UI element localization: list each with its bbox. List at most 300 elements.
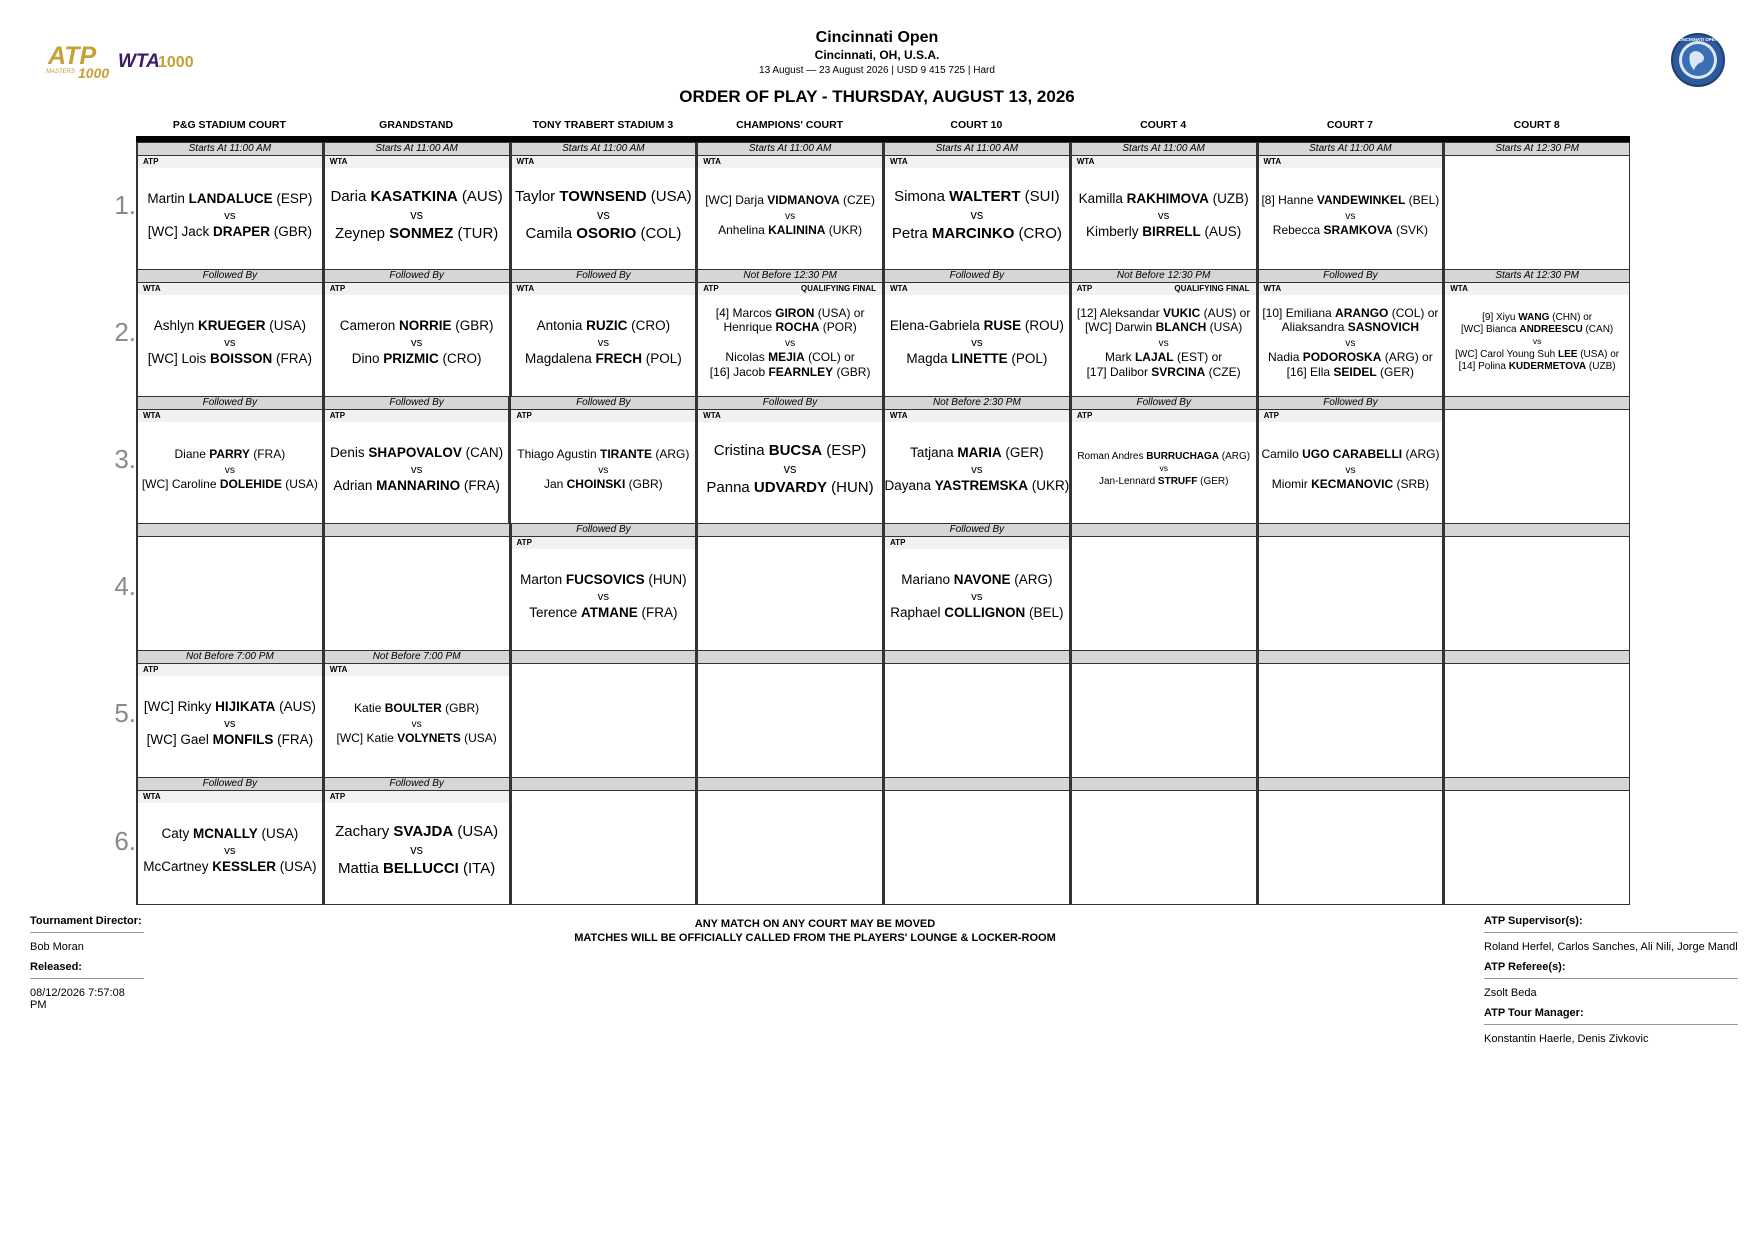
player-line xyxy=(143,859,316,875)
match-cell xyxy=(696,396,883,523)
player-line xyxy=(175,447,286,462)
player-line xyxy=(1282,320,1419,335)
start-time-bar xyxy=(885,777,1069,791)
referee-name: Zsolt Beda xyxy=(1484,987,1537,999)
player-text: (GBR) xyxy=(270,223,313,239)
player-surname: KRUEGER xyxy=(198,317,266,333)
player-surname: SVAJDA xyxy=(393,823,454,841)
vs-text: vs xyxy=(971,464,983,476)
match-cell xyxy=(510,142,697,269)
row-number: 2. xyxy=(114,317,136,347)
vs-label xyxy=(224,207,235,224)
player-line xyxy=(335,225,498,243)
start-time-bar xyxy=(1445,523,1629,537)
match-cell xyxy=(1070,396,1257,523)
tour-name: WTA xyxy=(329,157,348,166)
player-surname: UDVARDY xyxy=(753,478,827,496)
player-text: (ROU) xyxy=(1021,317,1064,333)
match-cell xyxy=(136,269,323,396)
match-body xyxy=(1259,791,1443,905)
match-cell xyxy=(1257,650,1444,777)
match-body xyxy=(1445,410,1629,523)
vs-label xyxy=(1159,335,1169,350)
vs-text: vs xyxy=(410,464,423,476)
player-line xyxy=(525,225,681,243)
player-surname: KALININA xyxy=(768,223,826,238)
vs-text: vs xyxy=(597,337,610,349)
player-line xyxy=(1099,476,1229,488)
vs-label xyxy=(411,334,422,351)
start-time-bar: Followed By xyxy=(512,269,696,283)
player-surname: VUKIC xyxy=(1162,305,1201,320)
player-text: Petra xyxy=(891,224,932,242)
match-body xyxy=(885,283,1069,396)
match-cell xyxy=(1257,777,1444,905)
tour-name: WTA xyxy=(329,665,348,674)
vs-label xyxy=(1159,463,1168,475)
schedule-row xyxy=(114,650,1630,777)
player-text: (ESP) xyxy=(272,190,313,206)
match-cell xyxy=(1257,396,1444,523)
player-surname: MCNALLY xyxy=(193,825,258,841)
match-cell xyxy=(509,396,696,523)
match-body xyxy=(1072,156,1256,269)
player-text: [12] Aleksandar xyxy=(1076,305,1163,320)
player-surname: MEJIA xyxy=(768,350,805,365)
player-text: (SRB) xyxy=(1393,477,1430,492)
player-line xyxy=(1105,350,1222,365)
tour-label xyxy=(1072,410,1256,422)
player-surname: BOISSON xyxy=(210,350,273,366)
vs-label xyxy=(1158,207,1169,224)
player-text: Zachary xyxy=(335,823,394,841)
schedule-row xyxy=(114,777,1630,905)
start-time-bar: Followed By xyxy=(325,396,509,410)
vs-text: vs xyxy=(1158,337,1169,349)
vs-text: vs xyxy=(1345,464,1356,476)
tournament-title: Cincinnati Open xyxy=(815,29,939,46)
match-body xyxy=(698,283,882,396)
player-text: (CAN) xyxy=(1582,324,1614,336)
divider xyxy=(1484,978,1738,979)
schedule-row xyxy=(114,142,1630,269)
player-surname: VANDEWINKEL xyxy=(1316,193,1406,208)
court-header: GRANDSTAND xyxy=(379,119,454,131)
schedule-grid xyxy=(114,114,1630,905)
player-text: Elena-Gabriela xyxy=(889,317,984,333)
vs-label xyxy=(598,462,608,477)
tour-manager-names: Konstantin Haerle, Denis Zivkovic xyxy=(1484,1033,1649,1045)
tour-name: ATP xyxy=(143,665,159,674)
player-line xyxy=(1077,451,1250,463)
player-surname: SHAPOVALOV xyxy=(368,444,462,460)
match-body xyxy=(1445,156,1629,269)
player-text: (USA) or xyxy=(1577,348,1620,360)
row-number: 1. xyxy=(114,190,136,220)
start-time-bar: Followed By xyxy=(138,777,322,791)
player-text: Denis xyxy=(330,444,369,460)
match-cell xyxy=(136,396,323,523)
player-text: Jan xyxy=(543,477,567,492)
player-text: Mark xyxy=(1104,350,1135,365)
player-surname: TOWNSEND xyxy=(559,188,647,206)
player-text: (GER) xyxy=(1197,475,1229,487)
match-players xyxy=(325,676,509,777)
player-text: (USA) xyxy=(276,858,317,874)
player-line xyxy=(338,860,495,878)
player-text: (POL) xyxy=(1007,350,1048,366)
player-surname: RUSE xyxy=(983,317,1022,333)
start-time-bar xyxy=(1072,523,1256,537)
player-text: Rebecca xyxy=(1272,223,1324,238)
tour-label xyxy=(1072,283,1256,295)
start-time-bar: Starts At 11:00 AM xyxy=(138,142,322,156)
vs-label xyxy=(410,841,423,859)
match-cell xyxy=(1257,142,1444,269)
vs-text: vs xyxy=(224,337,236,349)
match-body xyxy=(1072,283,1256,396)
player-text: (HUN) xyxy=(644,571,687,587)
player-text: (ITA) xyxy=(458,859,496,877)
player-text: Dayana xyxy=(884,477,935,493)
player-line xyxy=(1455,349,1619,361)
player-surname: COLLIGNON xyxy=(944,604,1026,620)
player-text: (ARG) xyxy=(1010,571,1053,587)
player-text: (COL) or xyxy=(804,350,855,365)
match-body xyxy=(138,537,322,650)
player-line xyxy=(144,699,316,715)
tour-name: ATP xyxy=(1076,284,1093,293)
player-text: [WC] Carol Young Suh xyxy=(1455,348,1558,360)
tour-label xyxy=(698,156,882,168)
player-surname: OSORIO xyxy=(576,224,637,242)
match-cell xyxy=(1257,523,1444,650)
tour-name: WTA xyxy=(1450,284,1468,293)
vs-label xyxy=(1533,336,1542,348)
start-time-bar: Starts At 12:30 PM xyxy=(1445,142,1629,156)
match-players xyxy=(1072,422,1256,523)
player-surname: MANNARINO xyxy=(376,477,461,493)
player-line xyxy=(330,445,503,461)
divider xyxy=(1484,932,1738,933)
player-text: Henrique xyxy=(723,320,776,335)
player-line xyxy=(354,701,479,716)
player-text: Daria xyxy=(330,188,371,206)
player-line xyxy=(1262,306,1438,321)
player-text: (CRO) xyxy=(1014,224,1062,242)
player-text: (USA) xyxy=(646,188,692,206)
player-surname: KECMANOVIC xyxy=(1311,477,1394,492)
match-cell xyxy=(1443,142,1630,269)
player-text: (CAN) xyxy=(461,444,504,460)
player-surname: MARIA xyxy=(957,444,1002,460)
court-header: COURT 4 xyxy=(1140,119,1187,131)
vs-label xyxy=(225,462,235,477)
player-surname: TIRANTE xyxy=(599,447,652,462)
start-time-bar: Followed By xyxy=(512,523,696,537)
svg-text:MASTERS: MASTERS xyxy=(46,69,76,75)
order-of-play-title: ORDER OF PLAY - THURSDAY, AUGUST 13, 2026 xyxy=(679,87,1075,106)
court-header: COURT 8 xyxy=(1513,119,1560,131)
match-cell xyxy=(696,650,883,777)
tour-name: ATP xyxy=(516,411,532,420)
player-line xyxy=(537,318,671,334)
released-timestamp: 08/12/2026 7:57:08 PM xyxy=(30,987,125,1011)
match-body xyxy=(885,791,1069,905)
match-body xyxy=(1445,664,1629,777)
player-surname: KUDERMETOVA xyxy=(1508,360,1587,372)
tour-name: ATP xyxy=(143,157,159,166)
match-cell xyxy=(883,777,1070,905)
start-time-bar: Not Before 7:00 PM xyxy=(325,650,509,664)
player-text: (TUR) xyxy=(453,224,499,242)
player-text: Nicolas xyxy=(725,350,769,365)
match-body xyxy=(1259,664,1443,777)
player-text: Zeynep xyxy=(334,224,390,242)
match-notice xyxy=(0,917,1630,945)
player-text: (ARG) or xyxy=(1381,350,1433,365)
player-surname: NAVONE xyxy=(953,571,1011,587)
match-body xyxy=(1259,156,1443,269)
player-surname: PODOROSKA xyxy=(1302,350,1382,365)
player-line xyxy=(890,318,1064,334)
tour-label xyxy=(511,410,695,422)
match-body xyxy=(325,410,509,523)
schedule-row xyxy=(114,523,1630,650)
vs-text: vs xyxy=(224,718,236,730)
player-text: [14] Polina xyxy=(1458,360,1509,372)
match-body xyxy=(1445,283,1629,396)
player-surname: LINETTE xyxy=(951,350,1008,366)
tour-label xyxy=(512,537,696,549)
vs-text: vs xyxy=(971,337,983,349)
player-text: [4] Marcos xyxy=(715,305,776,320)
match-cell xyxy=(883,523,1070,650)
start-time-bar: Followed By xyxy=(511,396,695,410)
vs-label xyxy=(224,715,235,732)
match-body xyxy=(1072,537,1256,650)
match-body xyxy=(1445,791,1629,905)
start-time-bar: Followed By xyxy=(325,269,509,283)
tour-name: WTA xyxy=(1263,157,1282,166)
player-surname: BELLUCCI xyxy=(383,859,459,877)
match-players xyxy=(138,168,322,269)
vs-text: vs xyxy=(410,842,423,858)
match-players xyxy=(511,422,695,523)
player-text: Panna xyxy=(706,478,754,496)
tour-name: WTA xyxy=(890,157,908,166)
player-surname: SEIDEL xyxy=(1333,364,1377,379)
match-body xyxy=(512,156,696,269)
start-time-bar xyxy=(1445,650,1629,664)
match-cell xyxy=(510,650,697,777)
player-surname: SRAMKOVA xyxy=(1323,223,1393,238)
player-line xyxy=(1087,365,1241,380)
player-line xyxy=(710,365,871,380)
player-line xyxy=(340,318,494,334)
player-text: (UZB) xyxy=(1208,190,1249,206)
player-text: (UZB) xyxy=(1586,360,1616,372)
match-players xyxy=(885,295,1069,396)
player-surname: BUCSA xyxy=(768,442,823,460)
tournament-dates: 13 August — 23 August 2026 | USD 9 415 725 | Hard xyxy=(759,65,995,76)
player-surname: DOLEHIDE xyxy=(219,477,282,492)
start-time-bar: Followed By xyxy=(1072,396,1256,410)
player-surname: KESSLER xyxy=(212,858,277,874)
player-surname: VOLYNETS xyxy=(397,731,461,746)
player-text: (ARG) xyxy=(1219,451,1251,463)
player-text: (BEL) xyxy=(1405,193,1440,208)
player-line xyxy=(529,605,677,621)
vs-text: vs xyxy=(971,591,983,603)
match-players xyxy=(698,168,882,269)
svg-text:1000: 1000 xyxy=(158,54,194,71)
match-body xyxy=(1259,283,1443,396)
player-text: (CRO) xyxy=(438,350,482,366)
match-cell xyxy=(136,142,323,269)
tour-label xyxy=(138,664,322,676)
player-surname: LANDALUCE xyxy=(188,190,273,206)
start-time-bar: Followed By xyxy=(1259,396,1443,410)
tour-label xyxy=(512,156,696,168)
player-text: [8] Hanne xyxy=(1261,193,1317,208)
tour-name: WTA xyxy=(516,284,535,293)
player-surname: DRAPER xyxy=(213,223,271,239)
player-line xyxy=(1079,191,1249,207)
match-players xyxy=(512,549,696,650)
vs-text: vs xyxy=(1345,210,1356,222)
player-line xyxy=(1261,447,1439,462)
vs-text: vs xyxy=(597,207,610,223)
player-text: (USA) xyxy=(265,317,307,333)
player-text: (FRA) xyxy=(460,477,500,493)
match-players xyxy=(325,295,509,396)
tour-label xyxy=(138,156,322,168)
tour-name: WTA xyxy=(143,411,161,420)
tour-name: ATP xyxy=(329,284,346,293)
match-cell xyxy=(1070,523,1257,650)
player-text: (AUS) xyxy=(275,698,316,714)
player-line xyxy=(544,477,663,492)
player-text: [WC] Gael xyxy=(146,731,213,747)
match-body xyxy=(885,664,1069,777)
vs-text: vs xyxy=(598,464,609,476)
start-time-bar: Followed By xyxy=(138,269,322,283)
match-body xyxy=(512,283,696,396)
tour-label xyxy=(325,664,509,676)
vs-label xyxy=(785,335,795,350)
player-text: (GBR) xyxy=(833,364,871,379)
match-players xyxy=(698,422,882,523)
player-line xyxy=(352,351,482,367)
player-line xyxy=(1461,324,1613,336)
vs-label xyxy=(597,206,610,224)
match-body xyxy=(698,156,882,269)
player-surname: ATMANE xyxy=(581,604,638,620)
player-line xyxy=(723,320,856,335)
player-text: Magda xyxy=(906,350,952,366)
tour-name: WTA xyxy=(703,411,721,420)
player-text: (ARG) xyxy=(1402,447,1440,462)
player-surname: MONFILS xyxy=(212,731,274,747)
player-text: Mattia xyxy=(338,859,384,877)
tour-name: ATP xyxy=(516,538,532,547)
svg-text:ATP: ATP xyxy=(48,42,97,70)
row-cells xyxy=(136,396,1630,523)
match-players xyxy=(325,168,509,269)
vs-label xyxy=(971,334,982,351)
player-text: [16] Jacob xyxy=(709,364,769,379)
player-line xyxy=(906,351,1047,367)
match-body xyxy=(698,664,882,777)
vs-text: vs xyxy=(785,210,796,222)
player-text: Martin xyxy=(147,190,189,206)
start-time-bar xyxy=(1072,777,1256,791)
start-time-bar xyxy=(1445,777,1629,791)
match-cell xyxy=(1257,269,1444,396)
player-line xyxy=(890,605,1063,621)
match-players xyxy=(512,168,696,269)
player-line xyxy=(1268,350,1433,365)
schedule-row xyxy=(114,269,1630,396)
player-text: (USA) xyxy=(281,477,318,492)
player-line xyxy=(718,223,862,238)
player-text: Ashlyn xyxy=(153,317,198,333)
notice-line-2: MATCHES WILL BE OFFICIALLY CALLED FROM THE PLAYERS' LOUNGE & LOCKER-ROOM xyxy=(574,932,1056,944)
tour-name: ATP xyxy=(1263,411,1279,420)
start-time-bar: Followed By xyxy=(138,396,322,410)
player-text: [WC] Caroline xyxy=(141,477,220,492)
player-surname: LEE xyxy=(1557,348,1578,360)
player-line xyxy=(1077,306,1250,321)
match-body xyxy=(138,156,322,269)
match-body xyxy=(1259,537,1443,650)
row-cells xyxy=(136,142,1630,269)
player-text: (BEL) xyxy=(1025,604,1064,620)
player-text: (USA) xyxy=(1206,320,1243,335)
player-text: Terence xyxy=(529,604,582,620)
svg-text:WTA: WTA xyxy=(118,51,160,72)
match-body xyxy=(138,664,322,777)
player-surname: PRIZMIC xyxy=(383,350,439,366)
player-text: (USA) xyxy=(460,731,497,746)
player-surname: SVRCINA xyxy=(1151,364,1206,379)
match-players xyxy=(325,803,509,904)
match-players xyxy=(1259,422,1443,523)
player-surname: FRECH xyxy=(595,350,643,366)
player-line xyxy=(1273,223,1428,238)
match-cell xyxy=(323,142,510,269)
player-text: (GBR) xyxy=(441,701,480,716)
player-text: (COL) or xyxy=(1388,305,1439,320)
player-surname: BIRRELL xyxy=(1142,223,1201,239)
start-time-bar xyxy=(885,650,1069,664)
player-surname: NORRIE xyxy=(399,317,452,333)
match-cell xyxy=(696,777,883,905)
player-line xyxy=(161,826,298,842)
tour-name: WTA xyxy=(890,284,908,293)
player-text: Katie xyxy=(354,701,385,716)
match-cell xyxy=(696,269,883,396)
tour-name: ATP xyxy=(703,284,719,293)
vs-label xyxy=(598,334,609,351)
row-cells xyxy=(136,523,1630,650)
player-line xyxy=(154,318,306,334)
player-surname: HIJIKATA xyxy=(215,698,276,714)
start-time-bar: Not Before 2:30 PM xyxy=(885,396,1069,410)
vs-label xyxy=(1345,462,1355,477)
player-surname: KASATKINA xyxy=(370,188,458,206)
